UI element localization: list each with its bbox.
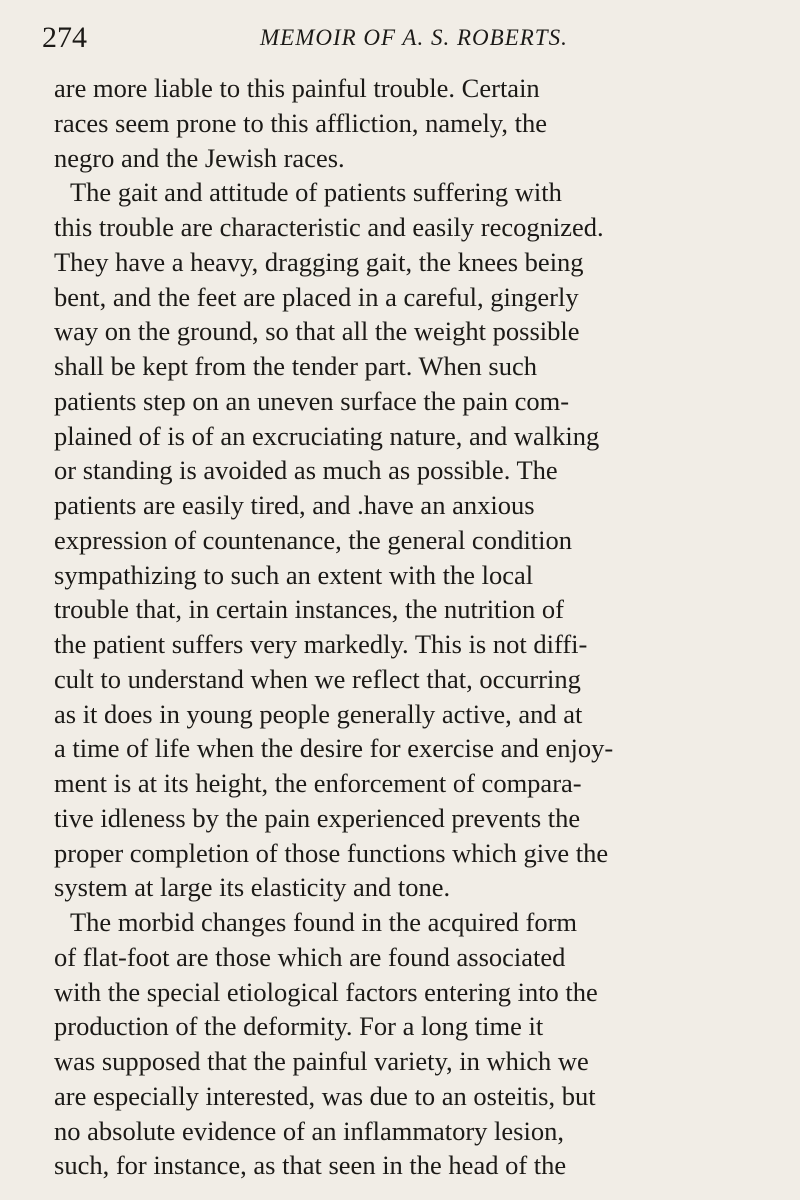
text-line: or standing is avoided as much as possible. The: [54, 455, 558, 486]
text-line: shall be kept from the tender part. When such: [54, 351, 537, 381]
text-line: are more liable to this painful trouble. Certain: [54, 73, 540, 103]
text-line: with the special etiological factors entering into the: [54, 976, 598, 1007]
text-line: cult to understand when we reflect that, occurring: [54, 663, 581, 694]
text-line: They have a heavy, dragging gait, the knees being: [54, 246, 584, 277]
text-line: bent, and the feet are placed in a careful, gingerly: [54, 281, 579, 312]
running-title: MEMOIR OF A. S. ROBERTS.: [260, 25, 568, 50]
text-line: a time of life when the desire for exercise and enjoy-: [54, 733, 614, 764]
text-line: patients step on an uneven surface the pain com-: [54, 385, 570, 416]
text-line: expression of countenance, the general condition: [54, 524, 573, 555]
text-line: system at large its elasticity and tone.: [54, 872, 451, 903]
body-text: [54, 71, 787, 1183]
text-line: this trouble are characteristic and easily recognized.: [54, 212, 604, 242]
text-line: such, for instance, as that seen in the head of the: [54, 1150, 567, 1181]
text-line: plained of is of an excruciating nature, and walking: [54, 420, 600, 451]
page-header: [42, 18, 762, 58]
text-line: production of the deformity. For a long time it: [54, 1011, 544, 1042]
text-line: tive idleness by the pain experienced prevents the: [54, 802, 581, 833]
text-line: races seem prone to this affliction, namely, the: [54, 107, 548, 138]
page-number: 274: [42, 21, 87, 54]
text-line: are especially interested, was due to an osteitis, but: [54, 1080, 596, 1111]
text-line: The gait and attitude of patients suffering with: [70, 177, 562, 208]
text-line: no absolute evidence of an inflammatory lesion,: [54, 1115, 564, 1146]
text-line: way on the ground, so that all the weight possible: [54, 316, 580, 347]
text-line: as it does in young people generally active, and at: [54, 698, 583, 729]
text-line: was supposed that the painful variety, in which we: [54, 1046, 589, 1076]
text-line: proper completion of those functions which give the: [54, 837, 609, 868]
text-line: of flat-foot are those which are found associated: [54, 941, 566, 972]
text-line: ment is at its height, the enforcement of compara-: [54, 768, 582, 798]
text-line: sympathizing to such an extent with the local: [54, 559, 534, 590]
text-line: negro and the Jewish races.: [54, 142, 345, 173]
text-line: trouble that, in certain instances, the nutrition of: [54, 594, 564, 625]
text-line: The morbid changes found in the acquired form: [70, 907, 578, 937]
text-line: patients are easily tired, and .have an anxious: [54, 490, 535, 520]
text-line: the patient suffers very markedly. This is not diffi-: [54, 629, 588, 659]
